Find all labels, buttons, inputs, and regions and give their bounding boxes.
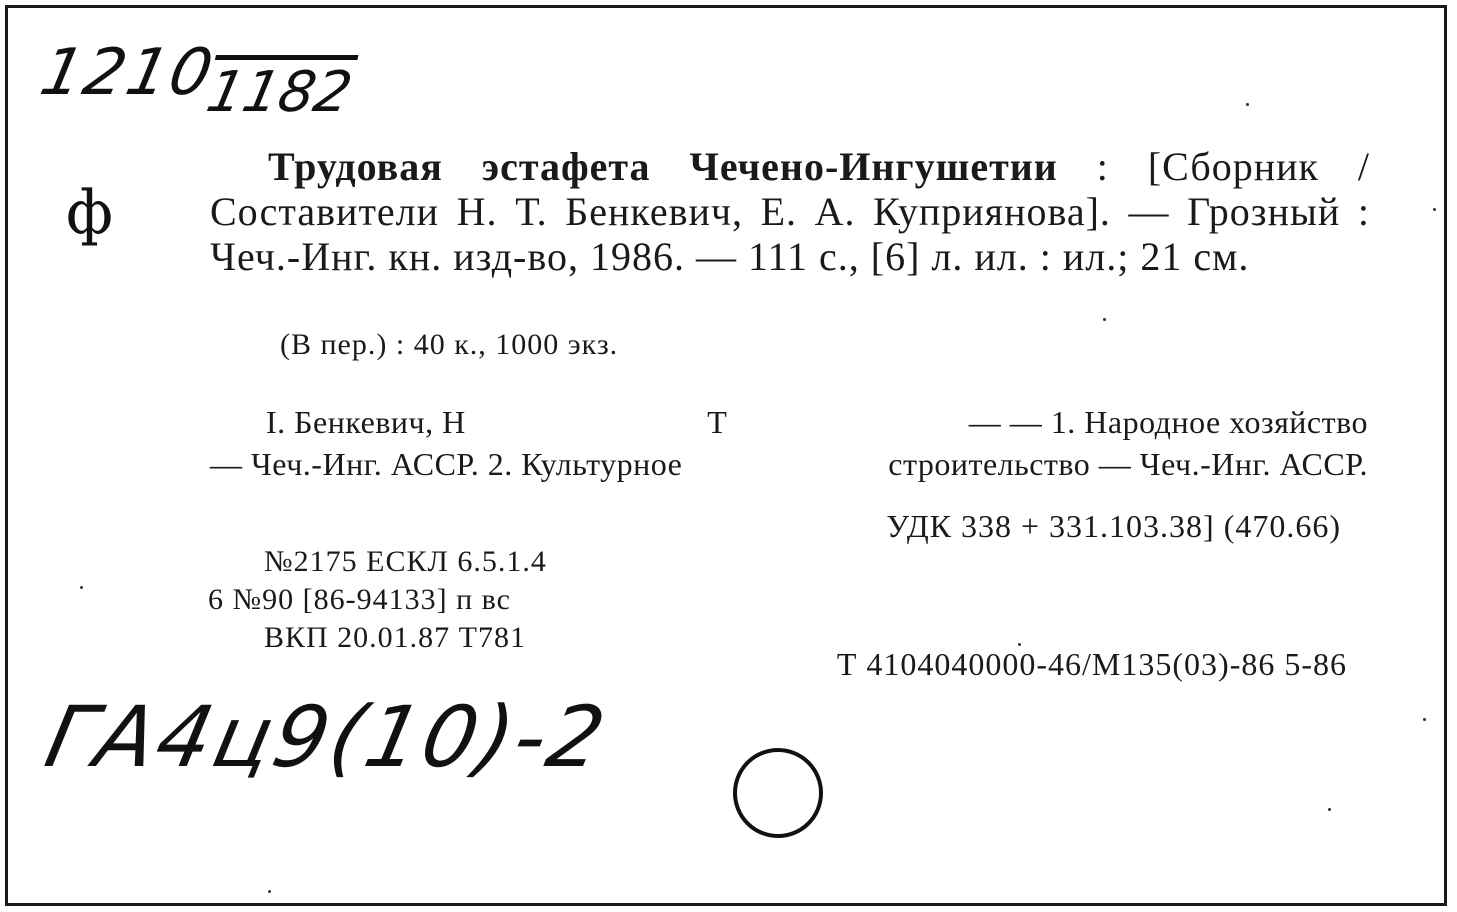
card-punch-hole [733, 748, 823, 838]
udk-classification: УДК 338 + 331.103.38] (470.66) [886, 508, 1341, 544]
speck [1328, 808, 1331, 811]
speck [268, 890, 271, 893]
speck [1246, 103, 1249, 106]
speck [1103, 318, 1106, 321]
tracings [210, 401, 1368, 485]
speck [80, 586, 83, 589]
bibliographic-entry [210, 144, 1370, 279]
tracing-subject-2a: — Чеч.-Инг. АССР. 2. Культурное [210, 446, 683, 482]
speck [1018, 643, 1021, 646]
code-line-1: №2175 ЕСКЛ 6.5.1.4 [264, 545, 547, 578]
tracing-subject-1: — — 1. Народное хозяйство [968, 404, 1368, 440]
tracing-initial: Т [707, 404, 728, 440]
code-line-3: ВКП 20.01.87 Т781 [264, 621, 527, 654]
tracing-subject-2b: строительство — Чеч.-Инг. АССР. [888, 446, 1368, 482]
code-line-2: 6 №90 [86-94133] п вс [208, 583, 511, 616]
handwritten-shelfmark: ГА4ц9(10)-2 [37, 688, 616, 786]
speck [1433, 208, 1436, 211]
entry-body: : [Сборник / Составители Н. Т. Бенкевич, Е. А. Куприянова]. — Грозный : Чеч.-Инг. кн. изд-во, 1986. — 111 с., [6] л. ил. : ил.; 21 см. [210, 144, 1371, 279]
registration-codes [208, 543, 547, 657]
tracing-author: I. Бенкевич, Н [266, 404, 466, 440]
entry-title: Трудовая эстафета Чечено-Ингушетии [268, 144, 1058, 189]
catalog-card [5, 5, 1447, 906]
handwritten-previous-number: 1182 [201, 60, 358, 125]
handwritten-accession-number: 1210 [34, 36, 221, 110]
handwritten-fund-letter: ф [66, 178, 113, 248]
price-line: (В пер.) : 40 к., 1000 экз. [280, 328, 619, 361]
speck [1423, 718, 1426, 721]
catalog-code: Т 4104040000-46/М135(03)-86 5-86 [836, 646, 1347, 682]
